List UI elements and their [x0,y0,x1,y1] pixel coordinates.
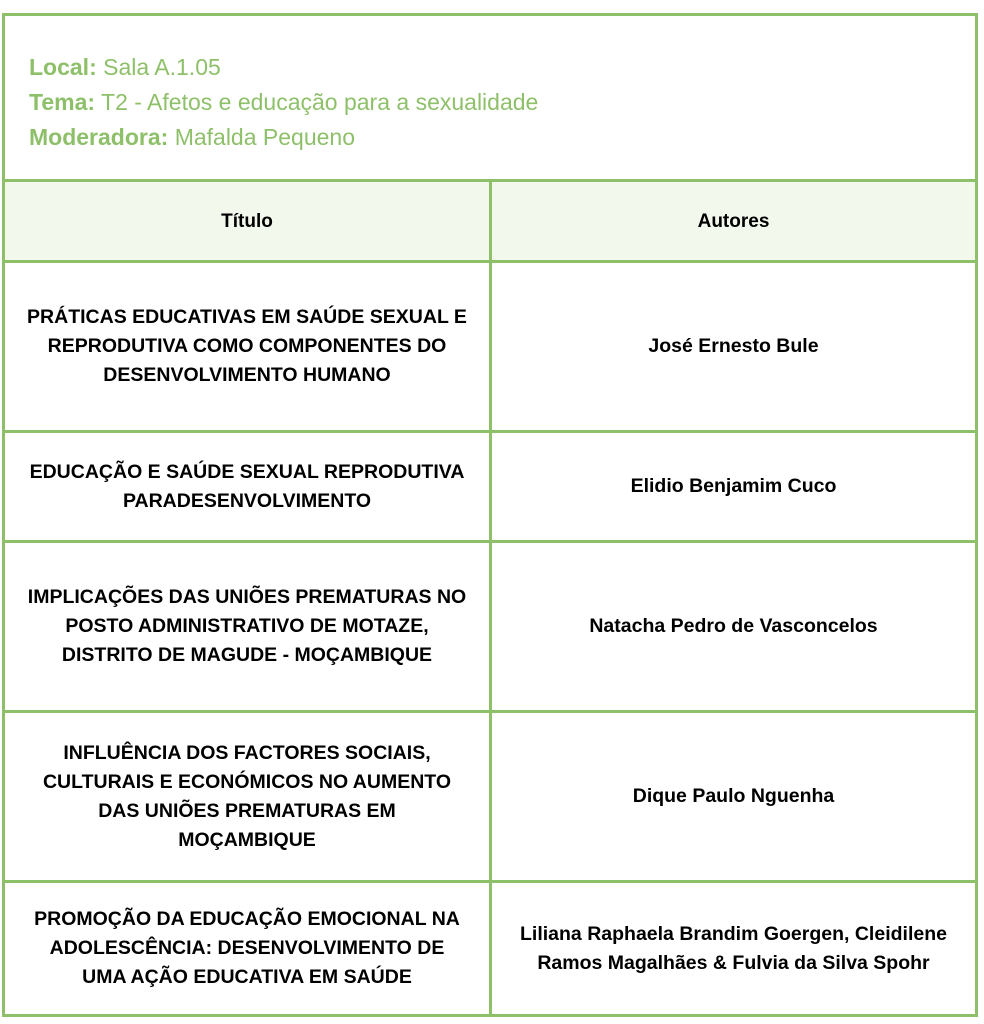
moderadora-line [29,120,975,155]
header-titulo: Título [5,182,492,260]
row-titulo: INFLUÊNCIA DOS FACTORES SOCIAIS, CULTURAIS E ECONÓMICOS NO AUMENTO DAS UNIÕES PREMATURAS EM MOÇAMBIQUE [5,713,492,880]
table-row [5,430,975,540]
row-titulo: PRÁTICAS EDUCATIVAS EM SAÚDE SEXUAL E REPRODUTIVA COMO COMPONENTES DO DESENVOLVIMENTO HUMANO [5,263,492,430]
header-autores: Autores [697,210,770,232]
moderadora-value: Mafalda Pequeno [174,124,355,150]
row-autores: José Ernesto Bule [648,335,819,357]
row-titulo: EDUCAÇÃO E SAÚDE SEXUAL REPRODUTIVA PARADESENVOLVIMENTO [5,433,492,540]
local-label: Local: [29,54,97,80]
table-header-row [5,179,975,260]
moderadora-label: Moderadora: [29,124,169,150]
session-table-frame [2,13,978,1017]
row-titulo: PROMOÇÃO DA EDUCAÇÃO EMOCIONAL NA ADOLESCÊNCIA: DESENVOLVIMENTO DE UMA AÇÃO EDUCATIVA EM SAÚDE [5,883,492,1014]
table-row [5,260,975,430]
row-autores: Liliana Raphaela Brandim Goergen, Cleidilene Ramos Magalhães & Fulvia da Silva Spohr [520,922,947,974]
row-autores: Natacha Pedro de Vasconcelos [589,615,878,637]
local-value: Sala A.1.05 [103,54,221,80]
row-autores: Dique Paulo Nguenha [632,785,835,807]
tema-line [29,85,975,120]
tema-value: T2 - Afetos e educação para a sexualidade [101,89,539,115]
table-row [5,540,975,710]
tema-label: Tema: [29,89,96,115]
session-info [5,16,975,179]
table-row [5,880,975,1014]
table-row [5,710,975,880]
row-autores: Elidio Benjamim Cuco [630,475,837,497]
row-titulo: IMPLICAÇÕES DAS UNIÕES PREMATURAS NO POSTO ADMINISTRATIVO DE MOTAZE, DISTRITO DE MAGUDE - MOÇAMBIQUE [5,543,492,710]
local-line [29,50,975,85]
